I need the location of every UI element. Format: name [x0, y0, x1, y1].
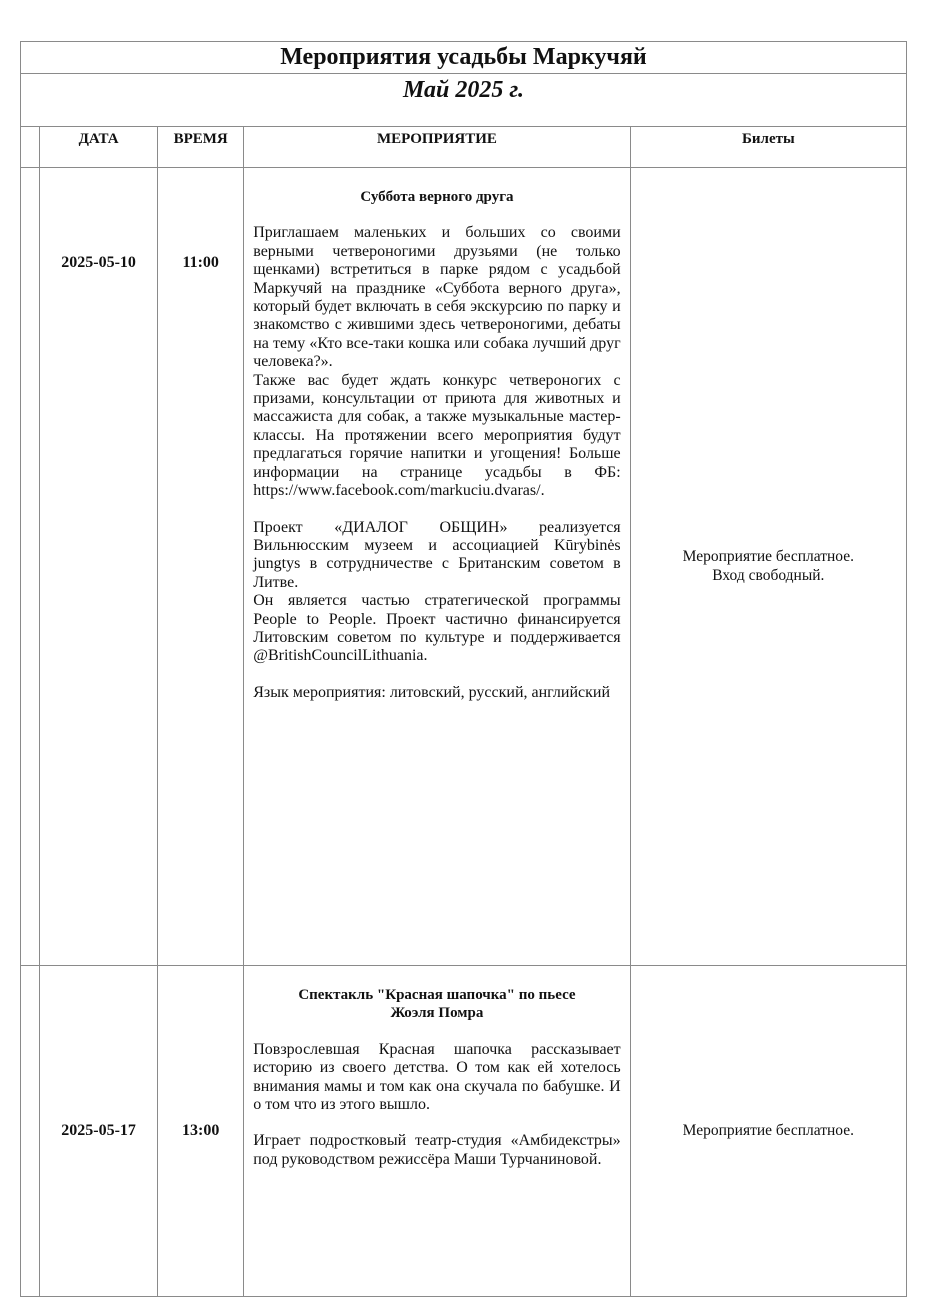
event-paragraph: Повзрослевшая Красная шапочка рассказывает историю из своего детства. О том как ей хотелось внимания мамы и том как она скучала по бабушке. И о том что из этого вышло.: [253, 1040, 621, 1114]
event-time: 11:00: [158, 168, 244, 966]
table-row: [21, 966, 907, 1297]
events-document: [20, 41, 907, 1297]
event-time: 13:00: [158, 966, 244, 1297]
tickets-cell: [630, 168, 906, 966]
events-table: [20, 126, 907, 1297]
header-date: ДАТА: [40, 127, 158, 168]
header-tickets: Билеты: [630, 127, 906, 168]
event-paragraph: Играет подростковый театр-студия «Амбидекстры» под руководством режиссёра Маши Турчаниновой.: [253, 1132, 621, 1168]
tickets-info: Мероприятие бесплатное.: [682, 548, 854, 565]
event-title: [253, 986, 620, 1023]
row-index-cell: [21, 168, 40, 966]
event-paragraph: Также вас будет ждать конкурс четвероногих с призами, консультации от приюта для животных и массажиста для собак, а также музыкальные мастер-классы. На протяжении всего мероприятия будут предлагаться горячие напитки и угощения! Больше информации на странице усадьбы в ФБ: https://www.facebook.com/markuciu.dvaras/.: [253, 371, 621, 500]
tickets-cell: [630, 966, 906, 1297]
document-title: Мероприятия усадьбы Маркучяй: [20, 41, 907, 73]
event-paragraph: Проект «ДИАЛОГ ОБЩИН» реализуется Вильнюсским музеем и ассоциацией Kūrybinės jungtys в сотрудничестве с Британским советом в Литве.: [253, 518, 621, 591]
event-paragraph: Он является частью стратегической программы People to People. Проект частично финансируется Литовским советом по культуре и поддерживается @BritishCouncilLithuania.: [253, 592, 621, 665]
event-language: Язык мероприятия: литовский, русский, английский: [253, 683, 611, 701]
event-title-line: Спектакль "Красная шапочка" по пьесе: [298, 987, 576, 1003]
document-subtitle: Май 2025 г.: [20, 73, 907, 126]
event-description-cell: [244, 168, 630, 966]
event-title-line: Жоэля Помра: [390, 1005, 484, 1022]
event-description-cell: [244, 966, 630, 1297]
table-header-row: [21, 127, 907, 168]
header-index: [21, 127, 40, 168]
table-row: [21, 168, 907, 966]
header-event: МЕРОПРИЯТИЕ: [244, 127, 630, 168]
event-title: Суббота верного друга: [360, 189, 514, 205]
row-index-cell: [21, 966, 40, 1297]
header-time: ВРЕМЯ: [158, 127, 244, 168]
event-date: 2025-05-10: [40, 168, 158, 966]
event-date: 2025-05-17: [40, 966, 158, 1297]
event-paragraph: Приглашаем маленьких и больших со своими верными четвероногими друзьями (не только щенками) встретиться в парке рядом с усадьбой Маркучяй на празднике «Суббота верного друга», который будет включать в себя экскурсию по парку и знакомство с жившими здесь четвероногими, дебаты на тему «Кто все-таки кошка или собака лучший друг человека?».: [253, 224, 621, 371]
tickets-entry: Вход свободный.: [712, 566, 825, 584]
tickets-info: Мероприятие бесплатное.: [682, 1121, 854, 1139]
